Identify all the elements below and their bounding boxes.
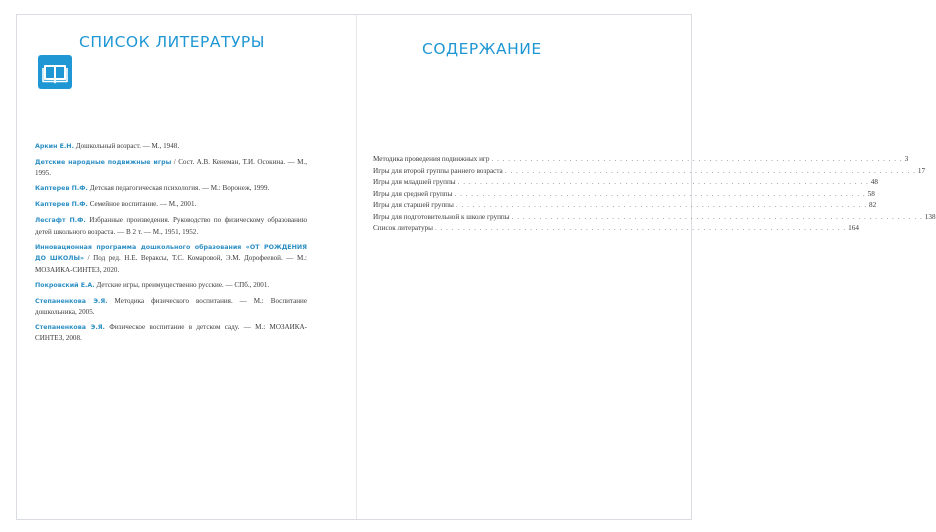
reference-text: Методика физического воспитания. — М.: Воспитание дошкольника, 2005. xyxy=(35,296,307,317)
toc-leader-dots: . . . . . . . . . . . . . . . . . . . . . . . . . . . . . . . . . . . . . . . . . . . . . . . . . . . . . . . . . . . . . . . . . . . . . . . . . . xyxy=(454,189,866,198)
reference-text: Избранные произведения. Руководство по физическому образованию детей школьного возраста. — В 2 т. — М., 1951, 1952. xyxy=(35,216,307,236)
toc-leader-dots: . . . . . . . . . . . . . . . . . . . . . . . . . . . . . . . . . . . . . . . . . . . . . . . . . . . . . . . . . . . . . . . . . . . . . . . . . . xyxy=(504,166,916,175)
reference-item xyxy=(35,242,307,275)
toc-leader-dots: . . . . . . . . . . . . . . . . . . . . . . . . . . . . . . . . . . . . . . . . . . . . . . . . . . . . . . . . . . . . . . . . . . . . . . . . . . xyxy=(455,201,867,209)
toc-entry xyxy=(373,177,878,189)
toc-entry-title: Список литературы xyxy=(373,224,433,232)
toc-entry-page: 58 xyxy=(867,189,875,198)
reference-author: Детские народные подвижные игры xyxy=(35,159,172,166)
reference-item xyxy=(35,141,307,152)
reference-author: Аркин Е.Н. xyxy=(35,143,74,150)
reference-item xyxy=(35,157,307,179)
reference-item xyxy=(35,322,307,344)
toc-leader-dots: . . . . . . . . . . . . . . . . . . . . . . . . . . . . . . . . . . . . . . . . . . . . . . . . . . . . . . . . . . . . . . . . . . . . . . . . . . xyxy=(491,155,903,163)
reference-text: Семейное воспитание. — М., 2001. xyxy=(87,200,197,209)
reference-item xyxy=(35,183,307,194)
reference-author: Покровский Е.А. xyxy=(35,281,95,289)
reference-item xyxy=(35,199,307,210)
reference-author: Каптерев П.Ф. xyxy=(35,185,88,193)
toc-leader-dots: . . . . . . . . . . . . . . . . . . . . . . . . . . . . . . . . . . . . . . . . . . . . . . . . . . . . . . . . . . . . . . . . . . . . . . . . . . xyxy=(511,212,923,221)
toc-entry xyxy=(373,212,936,224)
contents-heading: СОДЕРЖАНИЕ xyxy=(422,40,542,58)
reference-text: Физическое воспитание в детском саду. — М.: МОЗАИКА-СИНТЕЗ, 2008. xyxy=(35,323,307,343)
reference-author: Каптерев П.Ф. xyxy=(35,201,88,209)
reference-item xyxy=(35,280,307,291)
reference-item xyxy=(35,296,307,318)
reference-author: Инновационная программа дошкольного образования «ОТ РОЖДЕНИЯ ДО ШКОЛЫ» xyxy=(35,243,307,263)
book-spread xyxy=(16,14,936,520)
reference-author: Степаненкова Э.Я. xyxy=(35,324,105,332)
reference-list xyxy=(35,141,307,348)
toc-entry-page: 17 xyxy=(917,166,926,175)
bibliography-heading: СПИСОК ЛИТЕРАТУРЫ xyxy=(79,33,265,51)
book-icon xyxy=(38,55,72,89)
reference-author: Степаненкова Э.Я. xyxy=(35,297,108,305)
toc-entry-title: Игры для младшей группы xyxy=(373,178,456,186)
reference-text: Детская педагогическая психология. — М.: Воронеж, 1999. xyxy=(87,184,270,193)
toc-entry-title: Игры для подготовительной к школе группы xyxy=(373,212,510,221)
reference-text: / Под ред. Н.Е. Вераксы, Т.С. Комаровой, Э.М. Дорофеевой. — М.: МОЗАИКА-СИНТЕЗ, 2020. xyxy=(35,254,307,274)
reference-text: Детские игры, преимущественно русские. — СПб., 2001. xyxy=(94,280,270,289)
toc-entry-page: 48 xyxy=(870,178,878,186)
toc-entry-title: Игры для средней группы xyxy=(373,189,453,198)
toc-entry xyxy=(373,200,877,212)
toc-entry-page: 3 xyxy=(904,155,909,163)
toc-entry xyxy=(373,154,909,166)
toc-entry-page: 138 xyxy=(924,212,936,221)
page-gutter xyxy=(356,15,357,519)
table-of-contents xyxy=(373,154,936,235)
toc-leader-dots: . . . . . . . . . . . . . . . . . . . . . . . . . . . . . . . . . . . . . . . . . . . . . . . . . . . . . . . . . . . . . . . . . . . . . . . . . . xyxy=(434,224,847,232)
reference-item xyxy=(35,215,307,237)
toc-entry xyxy=(373,223,859,235)
toc-entry xyxy=(373,189,875,201)
toc-entry-title: Методика проведения подвижных игр xyxy=(373,155,490,163)
toc-entry-title: Игры для старшей группы xyxy=(373,201,454,209)
toc-entry-page: 164 xyxy=(848,224,859,232)
toc-entry xyxy=(373,166,926,178)
reference-author: Лесгафт П.Ф. xyxy=(35,217,86,225)
reference-text: Дошкольный возраст. — М., 1948. xyxy=(73,142,180,150)
toc-entry-title: Игры для второй группы раннего возраста xyxy=(373,166,503,175)
toc-leader-dots: . . . . . . . . . . . . . . . . . . . . . . . . . . . . . . . . . . . . . . . . . . . . . . . . . . . . . . . . . . . . . . . . . . . . . . . . . . xyxy=(457,178,869,186)
toc-entry-page: 82 xyxy=(868,201,877,209)
reference-text: / Сост. А.В. Кенеман, Т.И. Осокина. — М., 1995. xyxy=(35,158,307,178)
